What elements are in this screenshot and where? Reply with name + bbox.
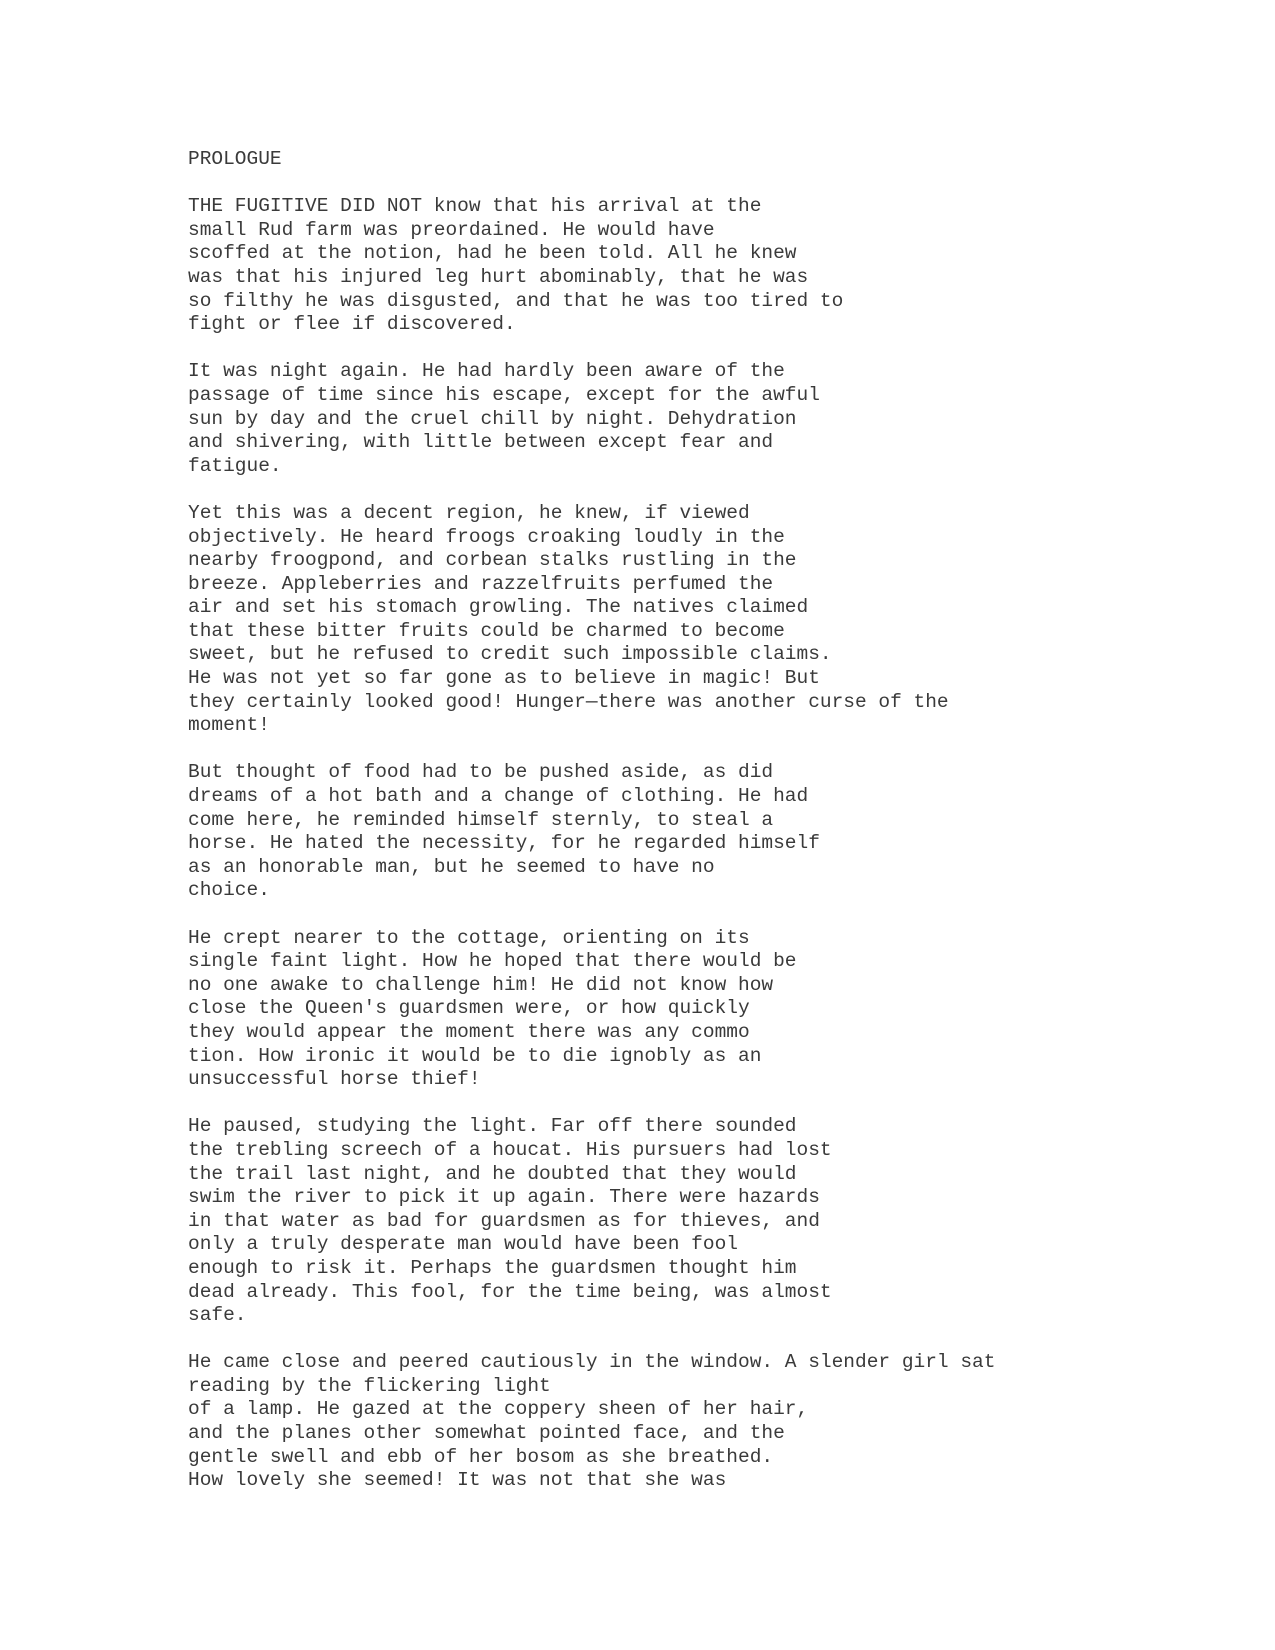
text-line: Yet this was a decent region, he knew, if viewed [188, 501, 750, 524]
paragraph-list [188, 195, 1188, 1493]
text-line: unsuccessful horse thief! [188, 1068, 481, 1091]
paragraph-2 [188, 360, 1188, 478]
text-line: the trebling screech of a houcat. His pursuers had lost [188, 1138, 832, 1161]
text-line: It was night again. He had hardly been aware of the [188, 360, 785, 383]
text-line: THE FUGITIVE DID NOT know that his arrival at the [188, 195, 762, 218]
chapter-heading: PROLOGUE [188, 148, 282, 170]
text-line: gentle swell and ebb of her bosom as she breathed. [188, 1445, 774, 1468]
text-line: so filthy he was disgusted, and that he was too tired to [188, 289, 844, 312]
text-line: fatigue. [188, 454, 282, 477]
text-line: tion. How ironic it would be to die ignobly as an [188, 1044, 762, 1067]
text-line: close the Queen's guardsmen were, or how quickly [188, 997, 750, 1020]
text-line: only a truly desperate man would have been fool [188, 1233, 738, 1256]
text-line: sweet, but he refused to credit such impossible claims. [188, 643, 832, 666]
text-line: moment! [188, 714, 270, 737]
paragraph-4 [188, 761, 1188, 903]
paragraph-1 [188, 195, 1188, 337]
text-line: But thought of food had to be pushed aside, as did [188, 761, 774, 784]
text-line: He paused, studying the light. Far off there sounded [188, 1115, 797, 1138]
text-line: horse. He hated the necessity, for he regarded himself [188, 832, 820, 855]
text-line: and shivering, with little between except fear and [188, 431, 774, 454]
text-line: air and set his stomach growling. The natives claimed [188, 596, 809, 619]
text-line: scoffed at the notion, had he been told. All he knew [188, 242, 797, 265]
text-line: nearby froogpond, and corbean stalks rustling in the [188, 549, 797, 572]
paragraph-7 [188, 1351, 1188, 1493]
paragraph-5 [188, 927, 1188, 1092]
text-line: He crept nearer to the cottage, orienting on its [188, 926, 750, 949]
text-line: no one awake to challenge him! He did not know how [188, 973, 774, 996]
text-line: fight or flee if discovered. [188, 313, 516, 336]
text-line: small Rud farm was preordained. He would have [188, 218, 715, 241]
document-body [188, 148, 1188, 1516]
text-line: come here, he reminded himself sternly, to steal a [188, 808, 774, 831]
text-line: the trail last night, and he doubted that they would [188, 1162, 797, 1185]
text-line: He was not yet so far gone as to believe in magic! But [188, 667, 820, 690]
text-line: of a lamp. He gazed at the coppery sheen of her hair, [188, 1398, 809, 1421]
text-line: single faint light. How he hoped that there would be [188, 950, 797, 973]
text-line: as an honorable man, but he seemed to have no [188, 855, 715, 878]
text-line: swim the river to pick it up again. There were hazards [188, 1186, 820, 1209]
text-line: dreams of a hot bath and a change of clothing. He had [188, 785, 809, 808]
text-line: breeze. Appleberries and razzelfruits perfumed the [188, 572, 774, 595]
text-line: passage of time since his escape, except for the awful [188, 383, 820, 406]
text-line: that these bitter fruits could be charmed to become [188, 619, 785, 642]
text-line: reading by the flickering light [188, 1374, 551, 1397]
text-line: sun by day and the cruel chill by night. Dehydration [188, 407, 797, 430]
text-line: He came close and peered cautiously in the window. A slender girl sat [188, 1351, 996, 1374]
text-line: and the planes other somewhat pointed face, and the [188, 1422, 785, 1445]
text-line: How lovely she seemed! It was not that she was [188, 1469, 727, 1492]
text-line: objectively. He heard froogs croaking loudly in the [188, 525, 785, 548]
text-line: enough to risk it. Perhaps the guardsmen thought him [188, 1256, 797, 1279]
text-line: safe. [188, 1304, 247, 1327]
text-line: choice. [188, 879, 270, 902]
paragraph-6 [188, 1115, 1188, 1327]
text-line: in that water as bad for guardsmen as for thieves, and [188, 1209, 820, 1232]
text-line: they certainly looked good! Hunger—there was another curse of the [188, 690, 949, 713]
text-line: dead already. This fool, for the time being, was almost [188, 1280, 832, 1303]
text-line: was that his injured leg hurt abominably, that he was [188, 265, 809, 288]
text-line: they would appear the moment there was any commo [188, 1020, 750, 1043]
paragraph-3 [188, 502, 1188, 738]
